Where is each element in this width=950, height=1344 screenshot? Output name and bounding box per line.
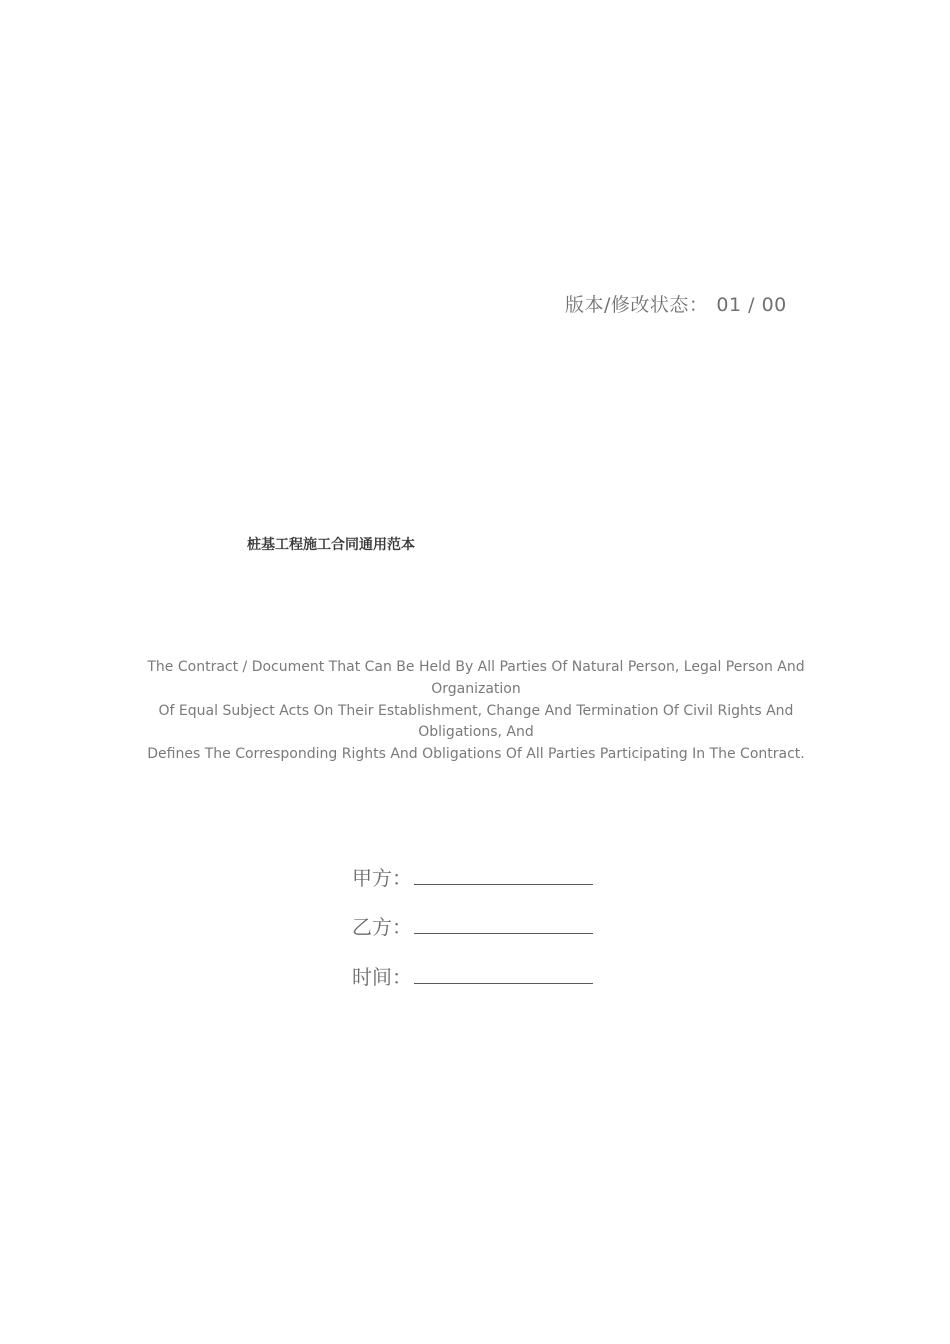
party-b-row: [352, 893, 612, 943]
description-line-1: The Contract / Document That Can Be Held By All Parties Of Natural Person, Legal Person And Organization: [147, 659, 805, 697]
version-label: 版本/修改状态：: [565, 294, 709, 316]
party-a-row: [352, 843, 612, 893]
date-blank[interactable]: [414, 982, 593, 984]
document-description: [140, 657, 812, 766]
party-b-label: 乙方：: [352, 915, 412, 939]
date-label: 时间：: [352, 964, 412, 989]
document-title: 桩基工程施工合同通用范本: [247, 537, 415, 553]
version-value: 01 / 00: [716, 294, 787, 316]
description-line-2: Of Equal Subject Acts On Their Establishment, Change And Termination Of Civil Rights And Obligations, And: [158, 702, 794, 741]
party-a-label: 甲方：: [352, 865, 412, 890]
party-a-blank[interactable]: [414, 883, 593, 885]
version-status: [565, 290, 787, 317]
date-row: [352, 942, 612, 992]
party-b-blank[interactable]: [414, 932, 593, 934]
signature-block: [352, 843, 612, 992]
description-line-3: Defines The Corresponding Rights And Obligations Of All Parties Participating In The Contract.: [147, 746, 805, 763]
